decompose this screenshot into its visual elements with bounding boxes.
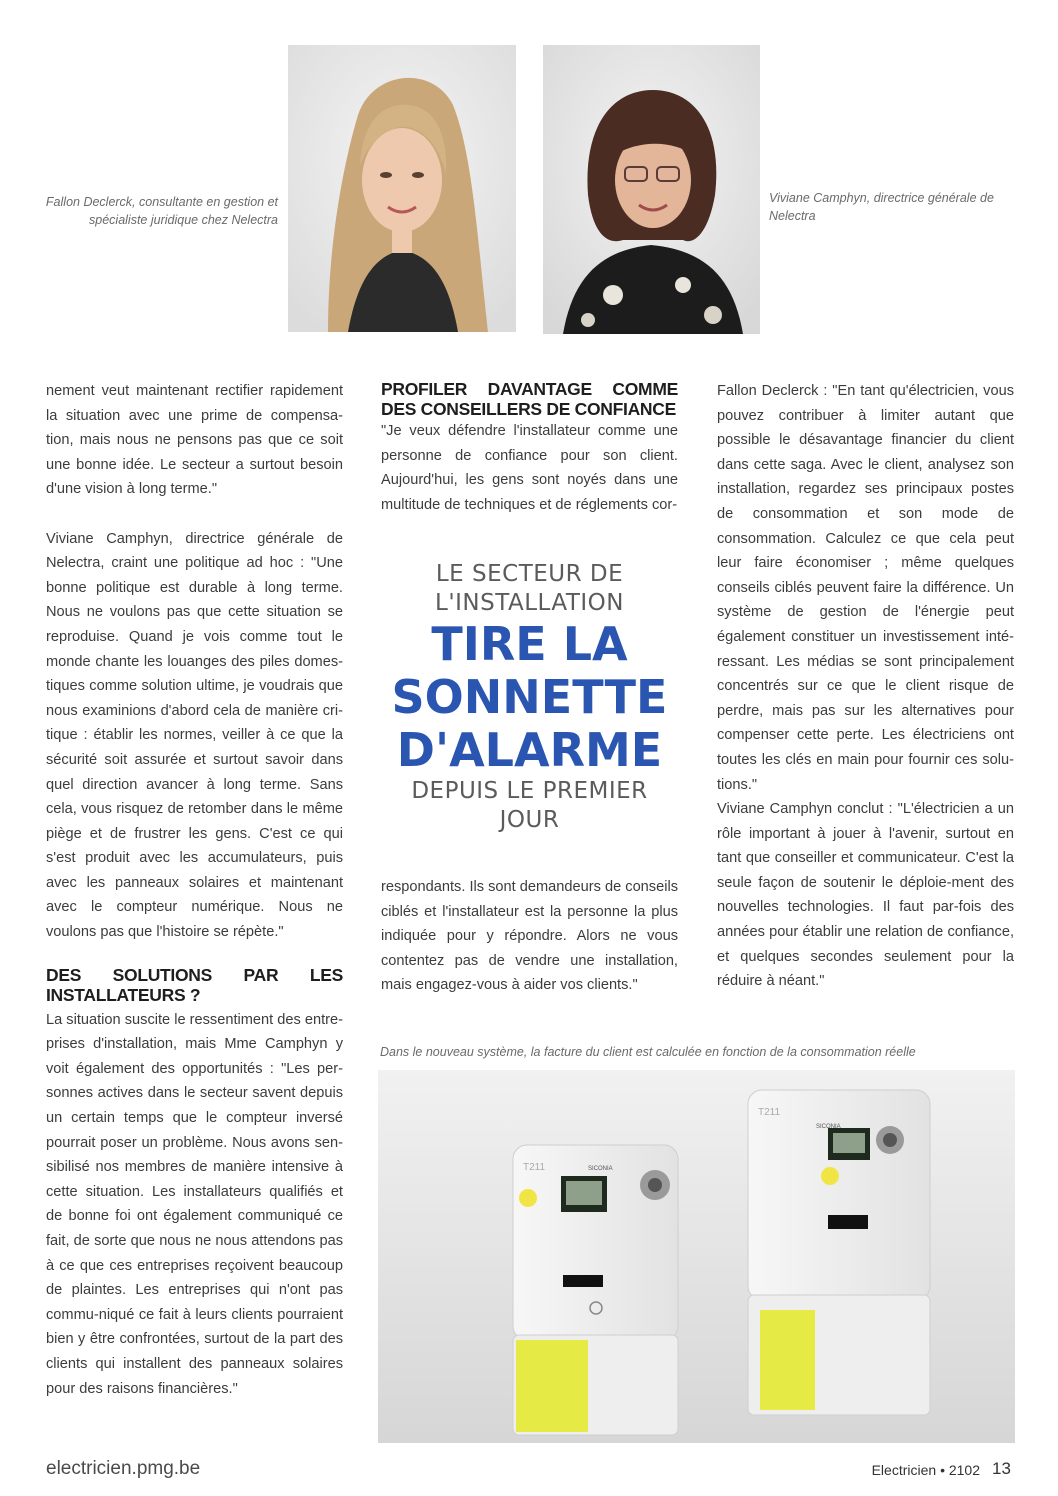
section-heading: PROFILER DAVANTAGE COMME DES CONSEILLERS DE CONFIANCE: [381, 379, 678, 419]
pull-quote: [381, 560, 678, 835]
meter-brand-label: SICONIA: [816, 1124, 841, 1130]
page-number: 13: [992, 1459, 1011, 1478]
portrait-photo-right: [543, 45, 760, 334]
meter-model-label: T211: [758, 1107, 781, 1118]
paragraph: La situation suscite le ressentiment des entre-prises d'installation, mais Mme Camphyn y voit également des opportunités : "Les per-sonnes actives dans le secteur savent depuis un certain temps que le compteur inversé pourrait poser un problème. Nous avons sen-sibilisé nos membres de manière intensive à cette situation. Les installateurs qualifiés et de bonne foi ont également communiqué ce fait, de sorte que nous ne nous attendons pas à ce que ces entreprises reçoivent beaucoup de plaintes. Les entreprises qui n'ont pas commu-niqué ce fait à leurs clients pourraient bien y être confrontées, surtout de la part des clients qui installent des panneaux solaires pour des raisons financières.": [46, 1011, 343, 1397]
website-link[interactable]: electricien.pmg.be: [46, 1458, 201, 1479]
paragraph: Fallon Declerck : "En tant qu'électricien, vous pouvez contribuer à limiter autant que possible le désavantage financier du client dans cette saga. Avec le client, analysez son installation, regardez ses principaux postes de consommation et son mode de consommation. Calculez ce que cela peut leur faire économiser ; même quelques conseils ciblés peuvent faire la différence. Un système de gestion de l'énergie peut également constituer un investissement inté-ressant. Les médias se sont principalement concentrés sur ce que le client risque de perdre, mais pas sur les alternatives pour compenser cette perte. Les électriciens ont toutes les clés en main pour fournir ces solu-tions.": [717, 383, 1014, 793]
meter-photo-caption: Dans le nouveau système, la facture du client est calculée en fonction de la consommation réelle: [380, 1045, 916, 1059]
pull-quote-line: L'INSTALLATION: [435, 590, 624, 616]
paragraph: Viviane Camphyn, directrice générale de Nelectra, craint une politique ad hoc : "Une bonne politique est durable à long terme. Nous ne voulons pas que cette situation se reproduise. Quand je vois comme tout le monde chante les louanges des piles domes-tiques comme solution ultime, je voudrais que nous examinions d'abord cela de manière cri-tique : établir les normes, veiller à ce que la sécurité soit assurée et surtout savoir dans quel direction avancer à long terme. Sans cela, vous risquez de retomber dans le même piège et de frustrer les gens. C'est ce qui s'est produit avec les accumulateurs, puis avec les panneaux solaires et maintenant avec le compteur numérique. Nous ne voulons pas que l'histoire se répète.": [46, 530, 343, 941]
article-column-3: [717, 379, 1014, 994]
pull-quote-emphasis: SONNETTE: [391, 670, 668, 724]
pull-quote-emphasis: TIRE LA: [431, 617, 628, 671]
magazine-issue: Electricien • 2102: [871, 1462, 980, 1478]
meter-left: [513, 1145, 678, 1435]
section-heading: DES SOLUTIONS PAR LES INSTALLATEURS ?: [46, 964, 343, 1005]
meter-brand-label: SICONIA: [588, 1166, 613, 1172]
pull-quote-emphasis: D'ALARME: [396, 723, 663, 777]
pull-quote-line: LE SECTEUR DE: [435, 561, 624, 587]
paragraph: nement veut maintenant rectifier rapidement la situation avec une prime de compensa-tion, mais nous ne pensons pas que ce soit une bonne idée. Le secteur a surtout besoin d'une vision à long terme.": [46, 383, 343, 498]
meter-model-label: T211: [523, 1162, 546, 1173]
paragraph: Viviane Camphyn conclut : "L'électricien a un rôle important à jouer à l'avenir, surtout en tant que conseiller et communicateur. C'est la seule façon de soutenir le déploie-ment des nouvelles technologies. Il faut par-fois des années pour établir une relation de confiance, et quelques secondes seulement pour la réduire à néant.": [717, 801, 1014, 990]
paragraph: "Je veux défendre l'installateur comme une personne de confiance pour son client. Aujourd'hui, les gens sont noyés dans une multitude de techniques et de réglements cor-: [381, 423, 678, 513]
photo-caption-right: Viviane Camphyn, directrice générale de Nelectra: [769, 191, 994, 223]
pull-quote-line: DEPUIS LE PREMIER JOUR: [411, 778, 648, 833]
photo-caption-left: Fallon Declerck, consultante en gestion et spécialiste juridique chez Nelectra: [45, 195, 278, 227]
article-column-2-continued: [381, 875, 678, 998]
portrait-photo-left: [288, 45, 516, 332]
meter-right: [748, 1090, 930, 1415]
article-column-2: [381, 379, 678, 517]
smart-meter-photo: [378, 1070, 1015, 1443]
paragraph: respondants. Ils sont demandeurs de conseils ciblés et l'installateur est la personne la plus indiquée pour y répondre. Alors ne vous contentez pas de vendre une installation, mais engagez-vous à aider vos clients.": [381, 879, 678, 994]
article-column-1: [46, 379, 343, 1401]
